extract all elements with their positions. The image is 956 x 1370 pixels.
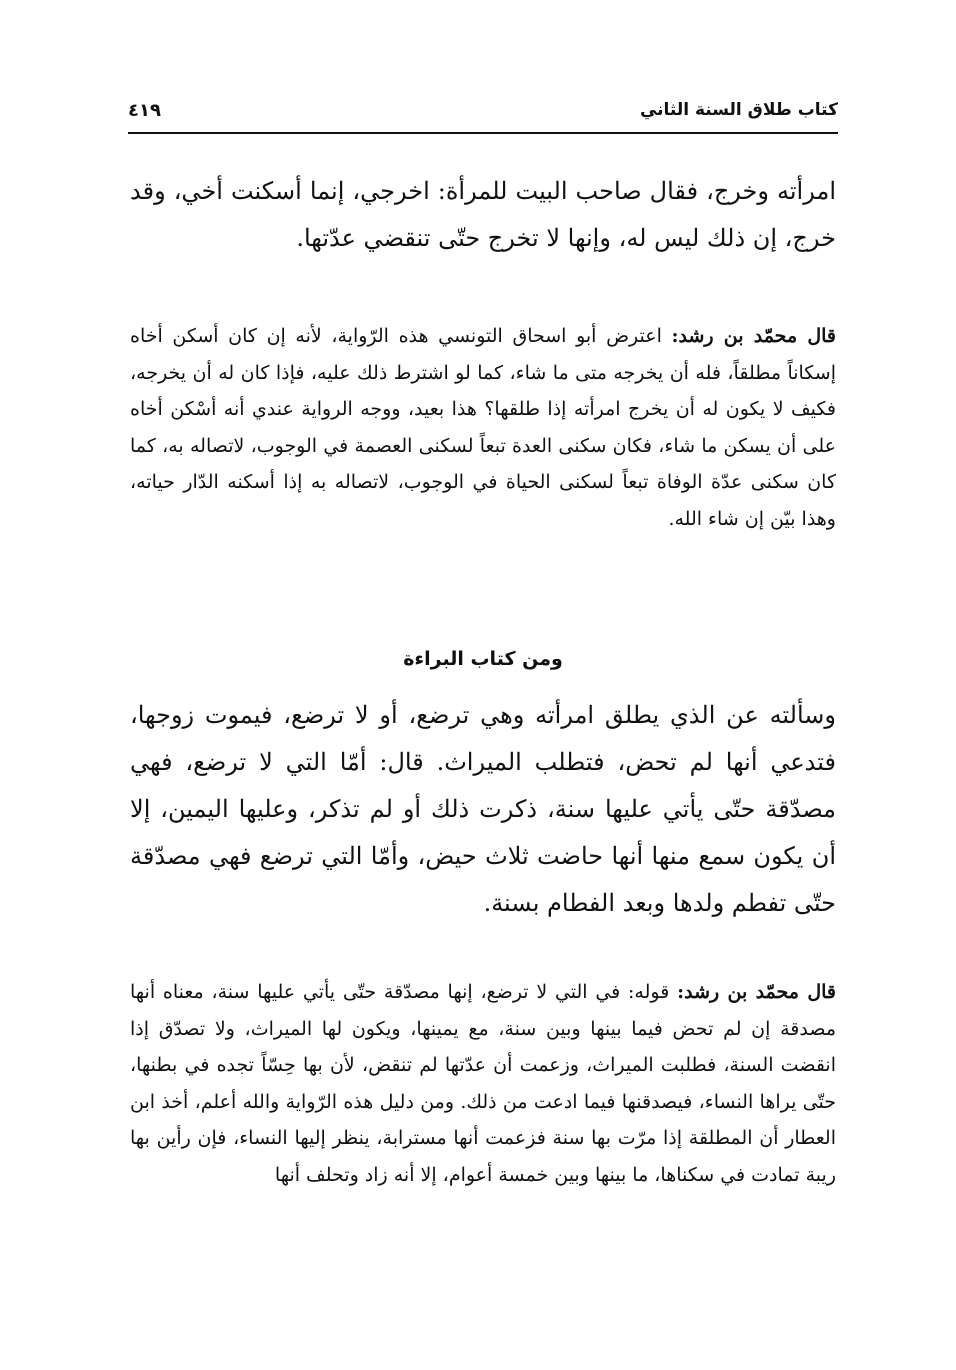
paragraph-4 [130, 974, 836, 1193]
commentary-lead: قال محمّد بن رشد: [671, 325, 836, 347]
section-heading: ومن كتاب البراءة [403, 648, 563, 670]
paragraph-1 [130, 168, 836, 262]
paragraph-2 [130, 318, 836, 537]
paragraph-2-text [130, 318, 836, 537]
commentary-text: اعترض أبو اسحاق التونسي هذه الرّواية، لأنه إن كان أسكن أخاه إسكاناً مطلقاً، فله أن يخرجه متى ما شاء، كما لو اشترط ذلك عليه، فإذا كان له أن يخرجه، فكيف لا يكون له أن يخرج امرأته إذا طلقها؟ هذا بعيد، ووجه الرواية عندي أنه أسْكن أخاه على أن يسكن ما شاء، فكان سكنى العدة تبعاً لسكنى العصمة في الوجوب، لاتصاله به، كما كان سكنى عدّة الوفاة تبعاً لسكنى الحياة في الوجوب، لاتصاله به إذا أسكنه الدّار حياته، وهذا بيّن إن شاء الله. [130, 325, 836, 530]
page-number: ٤١٩ [128, 100, 161, 121]
commentary-lead: قال محمّد بن رشد: [677, 981, 836, 1003]
paragraph-1-text: امرأته وخرج، فقال صاحب البيت للمرأة: اخرجي، إنما أسكنت أخي، وقد خرج، إن ذلك ليس له، وإنها لا تخرج حتّى تنقضي عدّتها. [130, 177, 836, 252]
page-header [128, 100, 838, 134]
paragraph-3 [130, 692, 836, 927]
paragraph-3-text: وسألته عن الذي يطلق امرأته وهي ترضع، أو لا ترضع، فيموت زوجها، فتدعي أنها لم تحض، فتطلب الميراث. قال: أمّا التي لا ترضع، فهي مصدّقة حتّى يأتي عليها سنة، ذكرت ذلك أو لم تذكر، وعليها اليمين، إلا أن يكون سمع منها أنها حاضت ثلاث حيض، وأمّا التي ترضع فهي مصدّقة حتّى تفطم ولدها وبعد الفطام بسنة. [130, 701, 836, 917]
paragraph-4-text [130, 974, 836, 1193]
commentary-text: قوله: في التي لا ترضع، إنها مصدّقة حتّى يأتي عليها سنة، معناه أنها مصدقة إن لم تحض فيما بينها وبين سنة، مع يمينها، ويكون لها الميراث، ولا تصدّق إذا انقضت السنة، فطلبت الميراث، وزعمت أن عدّتها لم تنقض، لأن بها حِسّاً تجده في بطنها، حتّى يراها النساء، فيصدقنها فيما ادعت من ذلك. ومن دليل هذه الرّواية والله أعلم، أخذ ابن العطار أن المطلقة إذا مرّت بها سنة فزعمت أنها مسترابة، ينظر إليها النساء، فإن رأين بها ريبة تمادت في سكناها، ما بينها وبين خمسة أعوام، إلا أنه زاد وتحلف أنها [130, 981, 836, 1186]
running-title: كتاب طلاق السنة الثاني [639, 100, 838, 120]
header-rule [128, 132, 838, 134]
